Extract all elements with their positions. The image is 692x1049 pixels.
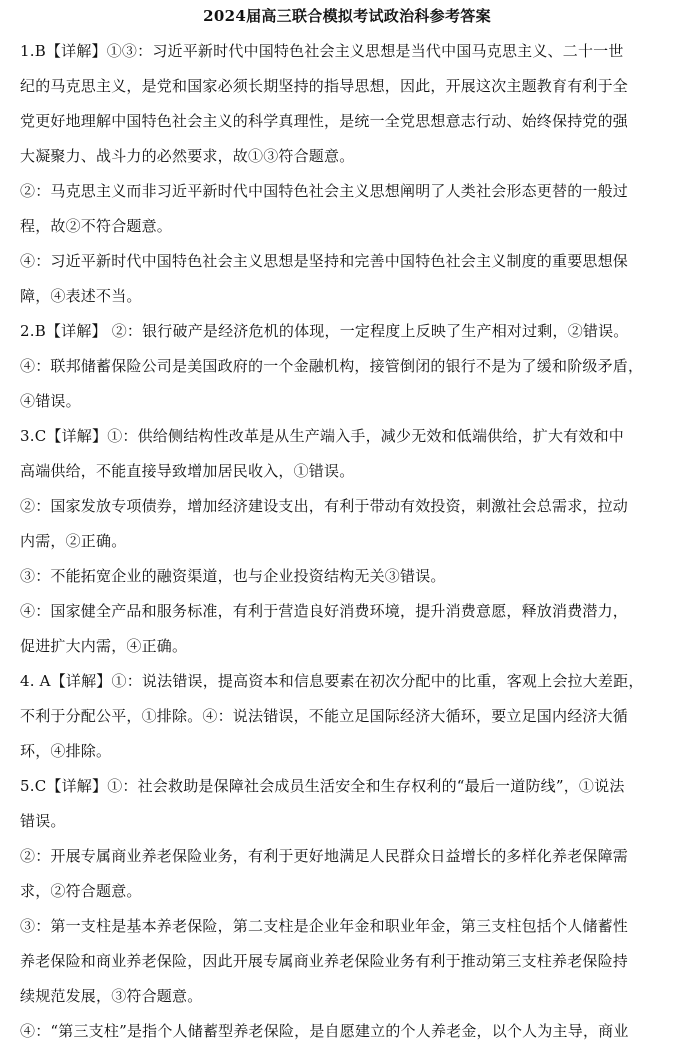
text-line: ②：国家发放专项债券，增加经济建设支出，有利于带动有效投资，刺激社会总需求，拉动: [20, 497, 629, 515]
text-line: 续规范发展，③符合题意。: [20, 987, 203, 1005]
text-line: 纪的马克思主义，是党和国家必须长期坚持的指导思想，因此，开展这次主题教育有利于全: [20, 77, 629, 95]
text-line: 障，④表述不当。: [20, 287, 142, 305]
text-line: 高端供给，不能直接导致增加居民收入，①错误。: [20, 462, 355, 480]
text-line: 不利于分配公平，①排除。④：说法错误，不能立足国际经济大循环，要立足国内经济大循: [20, 707, 629, 725]
text-line: 大凝聚力、战斗力的必然要求，故①③符合题意。: [20, 147, 355, 165]
text-line: 养老保险和商业养老保险，因此开展专属商业养老保险业务有利于推动第三支柱养老保险持: [20, 952, 629, 970]
text-line: 求，②符合题意。: [20, 882, 142, 900]
text-line: ④：联邦储蓄保险公司是美国政府的一个金融机构，接管倒闭的银行不是为了缓和阶级矛盾，: [20, 357, 644, 375]
text-line: 2.B【详解】 ②：银行破产是经济危机的体现，一定程度上反映了生产相对过剩，②错误。: [20, 322, 629, 340]
text-line: ②：马克思主义而非习近平新时代中国特色社会主义思想阐明了人类社会形态更替的一般过: [20, 182, 629, 200]
text-line: 3.C【详解】①：供给侧结构性改革是从生产端入手，减少无效和低端供给，扩大有效和中: [20, 427, 624, 445]
text-line: ②：开展专属商业养老保险业务，有利于更好地满足人民群众日益增长的多样化养老保障需: [20, 847, 629, 865]
page-title: 2024届高三联合模拟考试政治科参考答案: [203, 7, 491, 25]
text-line: ③：第一支柱是基本养老保险，第二支柱是企业年金和职业年金，第三支柱包括个人储蓄性: [20, 917, 629, 935]
text-line: ③：不能拓宽企业的融资渠道，也与企业投资结构无关③错误。: [20, 567, 446, 585]
text-line: ④：国家健全产品和服务标准，有利于营造良好消费环境，提升消费意愿，释放消费潜力，: [20, 602, 629, 620]
text-line: 促进扩大内需，④正确。: [20, 637, 188, 655]
text-line: 1.B【详解】①③：习近平新时代中国特色社会主义思想是当代中国马克思主义、二十一世: [20, 42, 624, 60]
text-line: 环，④排除。: [20, 742, 112, 760]
text-line: ④：习近平新时代中国特色社会主义思想是坚持和完善中国特色社会主义制度的重要思想保: [20, 252, 629, 270]
answer-body: [20, 34, 674, 1049]
text-line: 4. A【详解】①：说法错误，提高资本和信息要素在初次分配中的比重，客观上会拉大差距，: [20, 672, 644, 690]
text-line: ④错误。: [20, 392, 81, 410]
text-line: ④：“第三支柱”是指个人储蓄型养老保险，是自愿建立的个人养老金，以个人为主导，商业: [20, 1022, 629, 1040]
text-line: 错误。: [20, 812, 66, 830]
text-line: 党更好地理解中国特色社会主义的科学真理性，是统一全党思想意志行动、始终保持党的强: [20, 112, 629, 130]
text-line: 程，故②不符合题意。: [20, 217, 173, 235]
text-line: 5.C【详解】①：社会救助是保障社会成员生活安全和生存权利的“最后一道防线”，①说法: [20, 777, 625, 795]
text-line: 内需，②正确。: [20, 532, 127, 550]
